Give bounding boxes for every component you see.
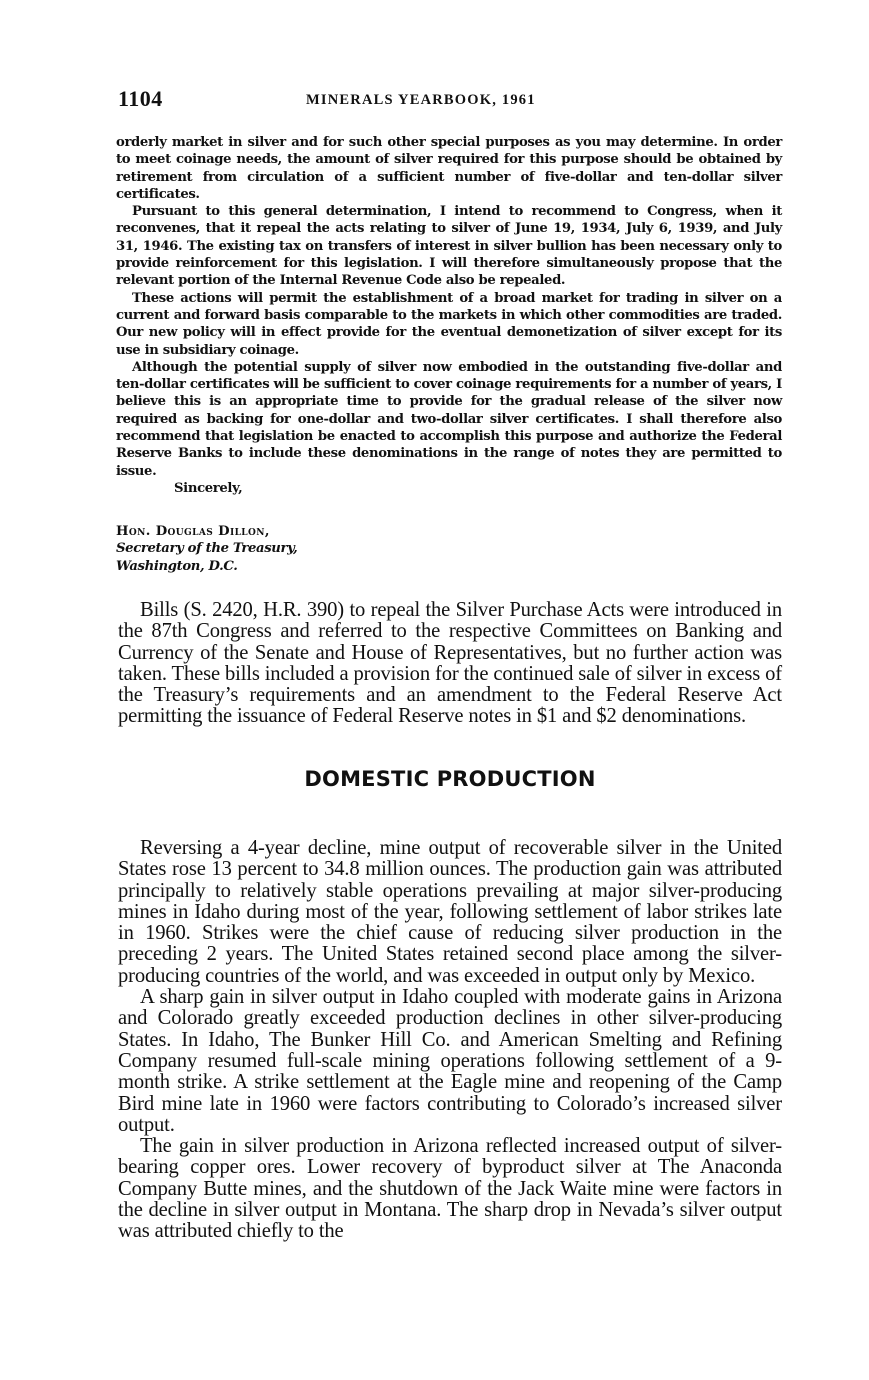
running-title: MINERALS YEARBOOK, 1961 (306, 92, 536, 108)
production-paragraph: The gain in silver production in Arizona reflected increased output of silver-bearing copper ores. Lower recovery of byproduct silver at The Anaconda Company Butte mines, and the shutdown of the Jack Waite mine were factors in the decline in silver output in Montana. The sharp drop in Nevada’s silver output was attributed chiefly to the (118, 1135, 782, 1243)
letter-signature (116, 497, 782, 517)
bills-paragraph: Bills (S. 2420, H.R. 390) to repeal the Silver Purchase Acts were introduced in the 87th Congress and referred to the respective Committees on Banking and Currency of the Senate and House of Representatives, but no further action was taken. These bills included a provision for the continued sale of silver in excess of the Treasury’s requirements and an amendment to the Federal Reserve Act permitting the issuance of Federal Reserve notes in $1 and $2 denominations. (118, 599, 782, 728)
letter-closing: Sincerely, (174, 480, 243, 496)
running-head (118, 86, 782, 114)
addressee-place: Washington, D.C. (116, 558, 238, 574)
section-heading: DOMESTIC PRODUCTION (304, 767, 596, 791)
production-paragraph: Reversing a 4-year decline, mine output of recoverable silver in the United States rose 13 percent to 34.8 million ounces. The production gain was attributed principally to relatively stable operations prevailing at major silver-producing mines in Idaho during most of the year, following settlement of labor strikes late in 1960. Strikes were the chief cause of reducing silver production in the preceding 2 years. The United States retained second place among the silver-producing countries of the world, and was exceeded in output only by Mexico. (118, 837, 782, 987)
letter-paragraph: Although the potential supply of silver now embodied in the outstanding five-dollar and ten-dollar certificates will be sufficient to cover coinage requirements for a number of years, I believe this is an appropriate time to provide for the gradual release of the silver now required as backing for one-dollar and two-dollar silver certificates. I shall therefore also recommend that legislation be enacted to accomplish this purpose and authorize the Federal Reserve Banks to include these denominations in the range of notes they are permitted to issue. (116, 359, 782, 479)
addressee-title: Secretary of the Treasury, (116, 541, 298, 557)
production-section (118, 838, 782, 1243)
production-paragraph: A sharp gain in silver output in Idaho coupled with moderate gains in Arizona and Colorado greatly exceeded production declines in other silver-producing States. In Idaho, The Bunker Hill Co. and American Smelting and Refining Company resumed full-scale mining operations following settlement of a 9-month strike. A strike settlement at the Eagle mine and reopening of the Camp Bird mine late in 1960 were factors contributing to Colorado’s increased silver output. (118, 986, 782, 1136)
page-number: 1104 (118, 86, 163, 111)
letter-paragraph: These actions will permit the establishment of a broad market for trading in silver on a current and forward basis comparable to the markets in which other commodities are traded. Our new policy will in effect provide for the eventual demonetization of silver except for its use in subsidiary coinage. (116, 290, 782, 358)
bills-section (118, 600, 782, 728)
letter-paragraph: Pursuant to this general determination, I intend to recommend to Congress, when it reconvenes, that it repeal the acts relating to silver of June 19, 1934, July 6, 1939, and July 31, 1946. The existing tax on transfers of interest in silver bullion has been necessary only to provide reinforcement for this legislation. I will therefore simultaneously propose that the relevant portion of the Internal Revenue Code also be repealed. (116, 204, 782, 289)
addressee-name: Hon. Douglas Dillon, (116, 523, 270, 539)
letter-addressee (116, 523, 782, 575)
letter-excerpt (116, 134, 782, 575)
letter-paragraph: orderly market in silver and for such other special purposes as you may determine. In order to meet coinage needs, the amount of silver required for this purpose should be obtained by retirement from circulation of a sufficient number of five-dollar and ten-dollar silver certificates. (116, 135, 782, 202)
